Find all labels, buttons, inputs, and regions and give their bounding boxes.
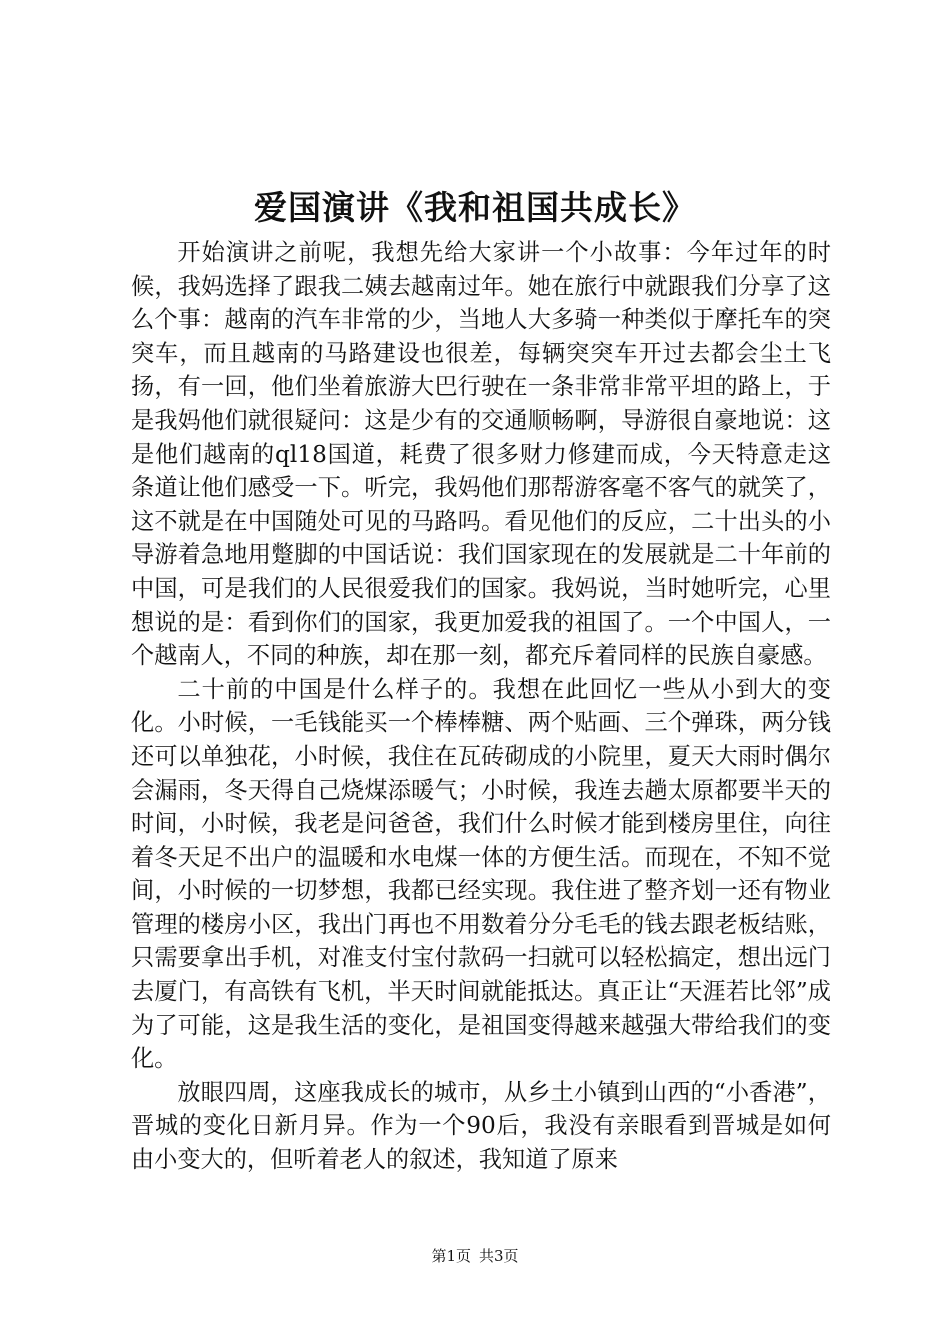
page-number: 第1页 (431, 1247, 471, 1265)
document-body (131, 236, 831, 1177)
paragraph-2: 二十前的中国是什么样子的。我想在此回忆一些从小到大的变化。小时候，一毛钱能买一个棒棒糖、两个贴画、三个弹珠，两分钱还可以单独花，小时候，我住在瓦砖砌成的小院里，夏天大雨时偶尔会漏雨，冬天得自己烧煤添暖气；小时候，我连去趟太原都要半天的时间，小时候，我老是问爸爸，我们什么时候才能到楼房里住，向往着冬天足不出户的温暖和水电煤一体的方便生活。而现在，不知不觉间，小时候的一切梦想，我都已经实现。我住进了整齐划一还有物业管理的楼房小区，我出门再也不用数着分分毛毛的钱去跟老板结账，只需要拿出手机，对准支付宝付款码一扫就可以轻松搞定，想出远门去厦门，有高铁有飞机，半天时间就能抵达。真正让“天涯若比邻”成为了可能，这是我生活的变化，是祖国变得越来越强大带给我们的变化。 (131, 675, 831, 1073)
paragraph-3: 放眼四周，这座我成长的城市，从乡土小镇到山西的“小香港”，晋城的变化日新月异。作为一个90后，我没有亲眼看到晋城是如何由小变大的，但听着老人的叙述，我知道了原来 (131, 1078, 831, 1174)
document-title: 爱国演讲《我和祖国共成长》 (254, 188, 696, 227)
page-count: 共3页 (479, 1247, 519, 1265)
paragraph-1: 开始演讲之前呢，我想先给大家讲一个小故事：今年过年的时候，我妈选择了跟我二姨去越南过年。她在旅行中就跟我们分享了这么个事：越南的汽车非常的少，当地人大多骑一种类似于摩托车的突突车，而且越南的马路建设也很差，每辆突突车开过去都会尘土飞扬，有一回，他们坐着旅游大巴行驶在一条非常非常平坦的路上，于是我妈他们就很疑问：这是少有的交通顺畅啊，导游很自豪地说：这是他们越南的ql18国道，耗费了很多财力修建而成，今天特意走这条道让他们感受一下。听完，我妈他们那帮游客毫不客气的就笑了，这不就是在中国随处可见的马路吗。看见他们的反应，二十出头的小导游着急地用蹩脚的中国话说：我们国家现在的发展就是二十年前的中国，可是我们的人民很爱我们的国家。我妈说，当时她听完，心里想说的是：看到你们的国家，我更加爱我的祖国了。一个中国人，一个越南人，不同的种族，却在那一刻，都充斥着同样的民族自豪感。 (131, 239, 831, 670)
page-footer (0, 1246, 950, 1266)
